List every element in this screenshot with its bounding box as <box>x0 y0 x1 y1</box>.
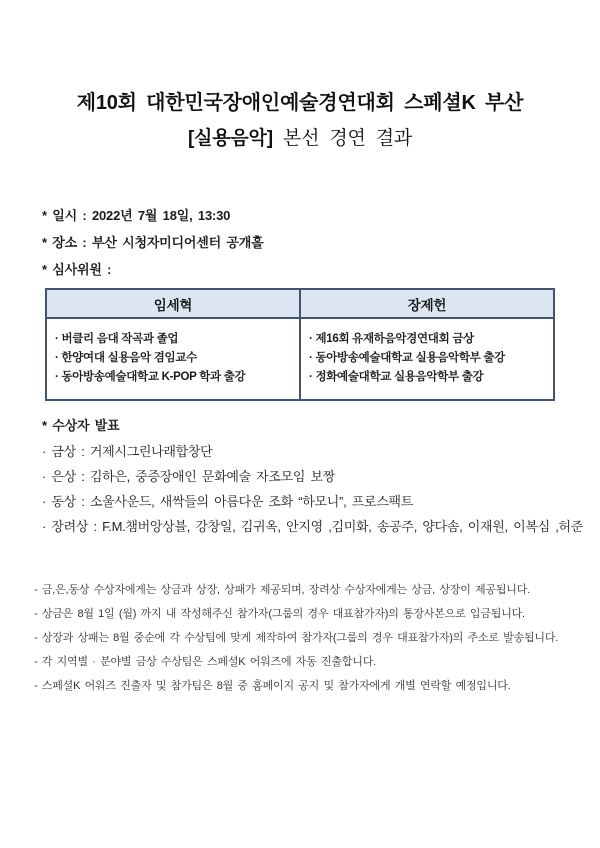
bullet: · <box>42 494 47 509</box>
judges-table <box>45 288 555 401</box>
credential-item: · 동아방송예술대학교 K-POP 학과 출강 <box>55 370 246 383</box>
note-line: - 스페셜K 어워즈 진출자 및 참가팀은 8월 중 홈페이지 공지 및 참가자에게 개별 연락할 예정입니다. <box>34 680 511 692</box>
award-line-encouragement <box>42 520 600 534</box>
colon: : <box>81 469 85 484</box>
award-label: 은상 <box>51 469 76 484</box>
subtitle-category: [실용음악] <box>187 128 273 149</box>
credential-item: · 한양여대 실용음악 겸임교수 <box>55 351 197 364</box>
colon: : <box>81 444 85 459</box>
award-winners: F.M.챔버앙상블, 강창일, 김귀옥, 안지영 ,김미화, 송공주, 양다솜, 이재원, 이복심 ,허준 <box>102 519 584 534</box>
bullet: · <box>42 519 47 534</box>
marker: * <box>42 418 47 433</box>
award-winners: 거제시그린나래합창단 <box>89 444 213 459</box>
awards-heading: * 수상자 발표 <box>42 418 120 433</box>
bullet: · <box>55 370 59 383</box>
colon: : <box>81 494 85 509</box>
bullet: · <box>55 351 59 364</box>
detail-line-date <box>42 202 600 229</box>
detail-label: 심사위원 <box>52 262 102 277</box>
bullet: · <box>309 332 313 345</box>
award-label: 장려상 <box>51 519 89 534</box>
note-line: - 상장과 상패는 8월 중순에 각 수상팀에 맞게 제작하여 참가자(그룹의 경우 대표참가자)의 주소로 발송됩니다. <box>34 632 559 644</box>
award-label: 동상 <box>51 494 76 509</box>
judge-1-credentials <box>46 318 300 400</box>
award-winners: 소울사운드, 새싹들의 아름다운 조화 “하모니”, 프로스팩트 <box>89 494 413 509</box>
bullet: · <box>309 370 313 383</box>
detail-label: 일시 <box>52 208 77 223</box>
colon: : <box>107 262 112 277</box>
awards-section <box>42 415 600 534</box>
note-line: - 각 지역별 · 분야별 금상 수상팀은 스페셜K 어워즈에 자동 진출합니다. <box>34 656 376 668</box>
bullet: · <box>42 469 47 484</box>
judges-body-row <box>46 318 554 400</box>
judges-header-row <box>46 289 554 318</box>
bullet: · <box>55 332 59 345</box>
marker: * <box>42 235 47 250</box>
marker: - <box>34 584 38 596</box>
detail-value: 부산 시청자미디어센터 공개홀 <box>91 235 264 250</box>
marker: * <box>42 262 47 277</box>
event-details <box>42 202 600 283</box>
judge-2-credentials <box>300 318 554 400</box>
bullet: · <box>309 351 313 364</box>
marker: * <box>42 208 47 223</box>
award-line-silver <box>42 470 600 484</box>
detail-line-venue <box>42 229 600 256</box>
credential-item: · 버클리 음대 작곡과 졸업 <box>55 332 179 345</box>
award-winners: 김하은, 중증장애인 문화예술 자조모임 보짱 <box>89 469 336 484</box>
marker: - <box>34 680 38 692</box>
judge-name-1: 임세혁 <box>46 289 300 318</box>
title-block <box>0 0 600 156</box>
colon: : <box>82 235 87 250</box>
page-title: 제10회 대한민국장애인예술경연대회 스페셜K 부산 <box>76 92 524 114</box>
credential-item: · 정화예술대학교 실용음악학부 출강 <box>309 370 484 383</box>
colon: : <box>93 519 97 534</box>
judge-name-2: 장제헌 <box>300 289 554 318</box>
award-label: 금상 <box>51 444 76 459</box>
marker: - <box>34 632 38 644</box>
award-line-gold <box>42 445 600 459</box>
marker: - <box>34 656 38 668</box>
detail-line-judges <box>42 256 600 283</box>
note-line: - 금,은,동상 수상자에게는 상금과 상장, 상패가 제공되며, 장려상 수상자에게는 상금, 상장이 제공됩니다. <box>34 584 530 596</box>
detail-label: 장소 <box>52 235 77 250</box>
subtitle-rest: 본선 경연 결과 <box>282 128 413 149</box>
note-line: - 상금은 8월 1일 (월) 까지 내 작성해주신 참가자(그룹의 경우 대표참가자)의 통장사본으로 입금됩니다. <box>34 608 525 620</box>
credential-item: · 동아방송예술대학교 실용음악학부 출강 <box>309 351 505 364</box>
credential-item: · 제16회 유재하음악경연대회 금상 <box>309 332 474 345</box>
marker: - <box>34 608 38 620</box>
detail-value: 2022년 7월 18일, 13:30 <box>91 208 231 223</box>
footnotes <box>34 578 600 698</box>
colon: : <box>82 208 87 223</box>
bullet: · <box>42 444 47 459</box>
page-subtitle <box>0 122 600 156</box>
award-line-bronze <box>42 495 600 509</box>
